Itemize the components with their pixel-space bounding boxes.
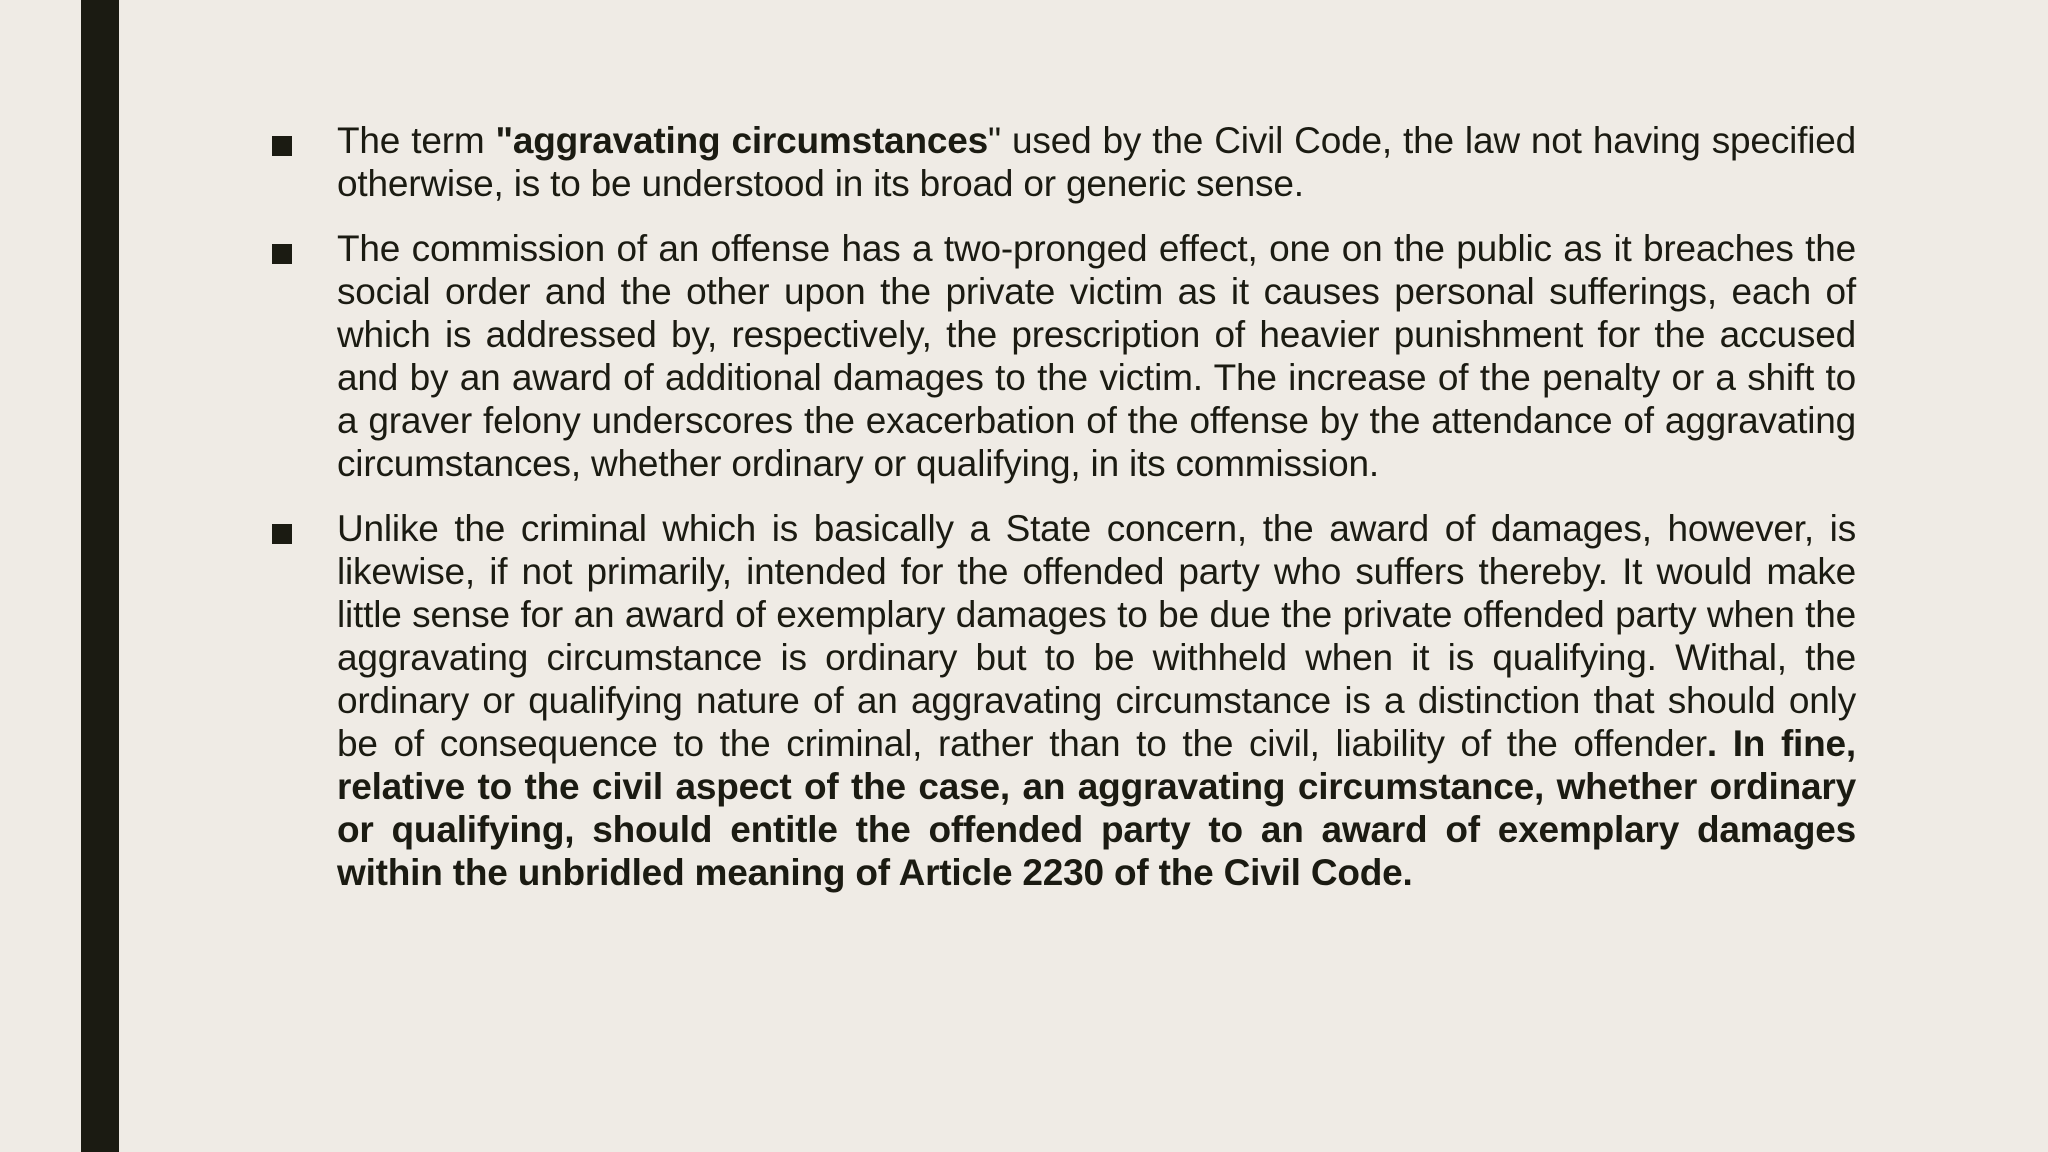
bullet-item-award-of-damages <box>272 507 1856 894</box>
bullet-text-bold-term: "aggravating circumstances <box>495 120 989 161</box>
square-bullet-icon <box>272 524 292 544</box>
bullet-text <box>337 507 1856 894</box>
side-accent-bar <box>81 0 119 1152</box>
square-bullet-icon <box>272 244 292 264</box>
bullet-text: The commission of an offense has a two-pronged effect, one on the public as it breaches the social order and the other upon the private victim as it causes personal sufferings, each of which is addressed by, respectively, the prescription of heavier punishment for the accused and by an award of additional damages to the victim. The increase of the penalty or a shift to a graver felony underscores the exacerbation of the offense by the attendance of aggravating circumstances, whether ordinary or qualifying, in its commission. <box>337 228 1856 484</box>
bullet-text <box>337 119 1856 205</box>
bullet-item-aggravating-term <box>272 119 1856 205</box>
square-bullet-icon <box>272 136 292 156</box>
bullet-text-part: The term <box>337 120 496 161</box>
bullet-text-part: " used by the Civil Code, the law not having specified otherwise, is to be understood in its broad or generic sense. <box>337 120 1856 204</box>
bullet-item-two-pronged-effect <box>272 227 1856 485</box>
bullet-list <box>272 119 1856 916</box>
bullet-text-part: Unlike the criminal which is basically a State concern, the award of damages, however, is likewise, if not primarily, intended for the offended party who suffers thereby. It would make little sense for an award of exemplary damages to be due the private offended party when the aggravating circumstance is ordinary but to be withheld when it is qualifying. Withal, the ordinary or qualifying nature of an aggravating circumstance is a distinction that should only be of consequence to the criminal, rather than to the civil, liability of the offender <box>337 508 1856 764</box>
bullet-text-bold-conclusion: . In fine, relative to the civil aspect of the case, an aggravating circumstance, whether ordinary or qualifying, should entitle the offended party to an award of exemplary damages within the unbridled meaning of Article 2230 of the Civil Code. <box>337 723 1856 893</box>
